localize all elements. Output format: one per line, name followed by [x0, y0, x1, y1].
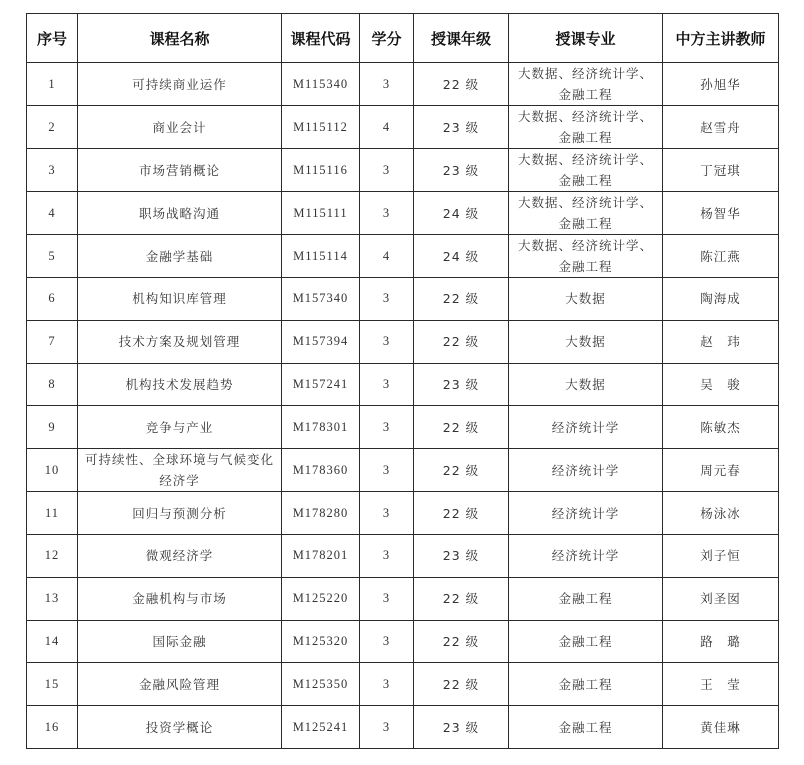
- cell-credit: 3: [360, 534, 414, 577]
- cell-code: M157394: [282, 320, 360, 363]
- cell-no: 9: [27, 406, 78, 449]
- cell-code: M178360: [282, 449, 360, 492]
- cell-grade: 24 级: [414, 192, 509, 235]
- cell-grade: 23 级: [414, 363, 509, 406]
- cell-name: 技术方案及规划管理: [78, 320, 282, 363]
- cell-major: 大数据、经济统计学、金融工程: [509, 235, 663, 278]
- table-row: [27, 449, 779, 492]
- cell-credit: 4: [360, 106, 414, 149]
- cell-credit: 3: [360, 149, 414, 192]
- cell-name: 商业会计: [78, 106, 282, 149]
- header-cell-code: 课程代码: [282, 14, 360, 63]
- table-row: [27, 63, 779, 106]
- header-cell-teacher: 中方主讲教师: [663, 14, 779, 63]
- cell-code: M115340: [282, 63, 360, 106]
- cell-code: M178280: [282, 492, 360, 535]
- cell-no: 15: [27, 663, 78, 706]
- header-cell-credit: 学分: [360, 14, 414, 63]
- cell-grade: 22 级: [414, 577, 509, 620]
- cell-major: 大数据: [509, 363, 663, 406]
- table-row: [27, 320, 779, 363]
- cell-major: 金融工程: [509, 620, 663, 663]
- table-row: [27, 406, 779, 449]
- cell-name: 国际金融: [78, 620, 282, 663]
- cell-no: 12: [27, 534, 78, 577]
- cell-name: 回归与预测分析: [78, 492, 282, 535]
- table-row: [27, 192, 779, 235]
- cell-teacher: 孙旭华: [663, 63, 779, 106]
- cell-credit: 3: [360, 620, 414, 663]
- cell-teacher: 刘圣囡: [663, 577, 779, 620]
- cell-no: 5: [27, 235, 78, 278]
- cell-credit: 3: [360, 278, 414, 321]
- cell-code: M115111: [282, 192, 360, 235]
- cell-code: M157241: [282, 363, 360, 406]
- cell-grade: 22 级: [414, 492, 509, 535]
- header-cell-name: 课程名称: [78, 14, 282, 63]
- cell-credit: 3: [360, 320, 414, 363]
- cell-major: 经济统计学: [509, 449, 663, 492]
- cell-name: 机构知识库管理: [78, 278, 282, 321]
- cell-name: 可持续商业运作: [78, 63, 282, 106]
- cell-code: M125350: [282, 663, 360, 706]
- cell-no: 13: [27, 577, 78, 620]
- cell-code: M115112: [282, 106, 360, 149]
- cell-grade: 22 级: [414, 620, 509, 663]
- cell-code: M125241: [282, 706, 360, 749]
- cell-major: 大数据、经济统计学、金融工程: [509, 63, 663, 106]
- cell-no: 4: [27, 192, 78, 235]
- table-row: [27, 663, 779, 706]
- cell-credit: 3: [360, 492, 414, 535]
- header-cell-no: 序号: [27, 14, 78, 63]
- cell-no: 1: [27, 63, 78, 106]
- cell-grade: 22 级: [414, 406, 509, 449]
- cell-teacher: 周元春: [663, 449, 779, 492]
- header-cell-major: 授课专业: [509, 14, 663, 63]
- cell-major: 大数据: [509, 278, 663, 321]
- cell-grade: 23 级: [414, 106, 509, 149]
- table-row: [27, 106, 779, 149]
- cell-teacher: 陶海成: [663, 278, 779, 321]
- cell-credit: 3: [360, 406, 414, 449]
- cell-credit: 3: [360, 663, 414, 706]
- cell-credit: 3: [360, 577, 414, 620]
- cell-name: 金融风险管理: [78, 663, 282, 706]
- cell-no: 11: [27, 492, 78, 535]
- cell-name: 竞争与产业: [78, 406, 282, 449]
- cell-credit: 3: [360, 363, 414, 406]
- cell-code: M125320: [282, 620, 360, 663]
- cell-major: 金融工程: [509, 663, 663, 706]
- table-body: [27, 63, 779, 749]
- table-row: [27, 620, 779, 663]
- cell-no: 3: [27, 149, 78, 192]
- cell-teacher: 刘子恒: [663, 534, 779, 577]
- cell-credit: 3: [360, 63, 414, 106]
- cell-name: 金融机构与市场: [78, 577, 282, 620]
- cell-code: M115114: [282, 235, 360, 278]
- cell-grade: 22 级: [414, 63, 509, 106]
- table-row: [27, 534, 779, 577]
- course-table: [26, 13, 779, 749]
- cell-name: 市场营销概论: [78, 149, 282, 192]
- cell-no: 2: [27, 106, 78, 149]
- cell-name: 可持续性、全球环境与气候变化经济学: [78, 449, 282, 492]
- cell-teacher: 杨泳冰: [663, 492, 779, 535]
- cell-major: 金融工程: [509, 706, 663, 749]
- cell-code: M157340: [282, 278, 360, 321]
- cell-credit: 3: [360, 706, 414, 749]
- table-row: [27, 235, 779, 278]
- table-header: [27, 14, 779, 63]
- cell-grade: 23 级: [414, 149, 509, 192]
- header-row: [27, 14, 779, 63]
- table-row: [27, 278, 779, 321]
- cell-credit: 4: [360, 235, 414, 278]
- cell-no: 10: [27, 449, 78, 492]
- cell-name: 投资学概论: [78, 706, 282, 749]
- cell-code: M115116: [282, 149, 360, 192]
- cell-credit: 3: [360, 449, 414, 492]
- cell-major: 经济统计学: [509, 406, 663, 449]
- cell-name: 金融学基础: [78, 235, 282, 278]
- cell-teacher: 黄佳琳: [663, 706, 779, 749]
- header-cell-grade: 授课年级: [414, 14, 509, 63]
- cell-code: M178201: [282, 534, 360, 577]
- cell-grade: 22 级: [414, 278, 509, 321]
- cell-grade: 24 级: [414, 235, 509, 278]
- cell-no: 8: [27, 363, 78, 406]
- cell-teacher: 陈敏杰: [663, 406, 779, 449]
- cell-teacher: 丁冠琪: [663, 149, 779, 192]
- table-row: [27, 149, 779, 192]
- cell-no: 7: [27, 320, 78, 363]
- cell-teacher: 赵雪舟: [663, 106, 779, 149]
- cell-teacher: 路 璐: [663, 620, 779, 663]
- cell-major: 大数据、经济统计学、金融工程: [509, 106, 663, 149]
- table-row: [27, 363, 779, 406]
- cell-major: 大数据: [509, 320, 663, 363]
- cell-code: M178301: [282, 406, 360, 449]
- cell-name: 机构技术发展趋势: [78, 363, 282, 406]
- cell-teacher: 杨智华: [663, 192, 779, 235]
- cell-no: 6: [27, 278, 78, 321]
- cell-major: 大数据、经济统计学、金融工程: [509, 149, 663, 192]
- cell-major: 大数据、经济统计学、金融工程: [509, 192, 663, 235]
- cell-teacher: 王 莹: [663, 663, 779, 706]
- cell-major: 经济统计学: [509, 492, 663, 535]
- table-row: [27, 492, 779, 535]
- cell-major: 金融工程: [509, 577, 663, 620]
- cell-code: M125220: [282, 577, 360, 620]
- cell-grade: 22 级: [414, 449, 509, 492]
- cell-teacher: 陈江燕: [663, 235, 779, 278]
- cell-grade: 22 级: [414, 320, 509, 363]
- cell-grade: 23 级: [414, 534, 509, 577]
- cell-grade: 22 级: [414, 663, 509, 706]
- cell-teacher: 赵 玮: [663, 320, 779, 363]
- cell-name: 微观经济学: [78, 534, 282, 577]
- cell-no: 16: [27, 706, 78, 749]
- cell-grade: 23 级: [414, 706, 509, 749]
- table-row: [27, 706, 779, 749]
- cell-no: 14: [27, 620, 78, 663]
- table-row: [27, 577, 779, 620]
- cell-name: 职场战略沟通: [78, 192, 282, 235]
- cell-credit: 3: [360, 192, 414, 235]
- cell-teacher: 吴 骏: [663, 363, 779, 406]
- cell-major: 经济统计学: [509, 534, 663, 577]
